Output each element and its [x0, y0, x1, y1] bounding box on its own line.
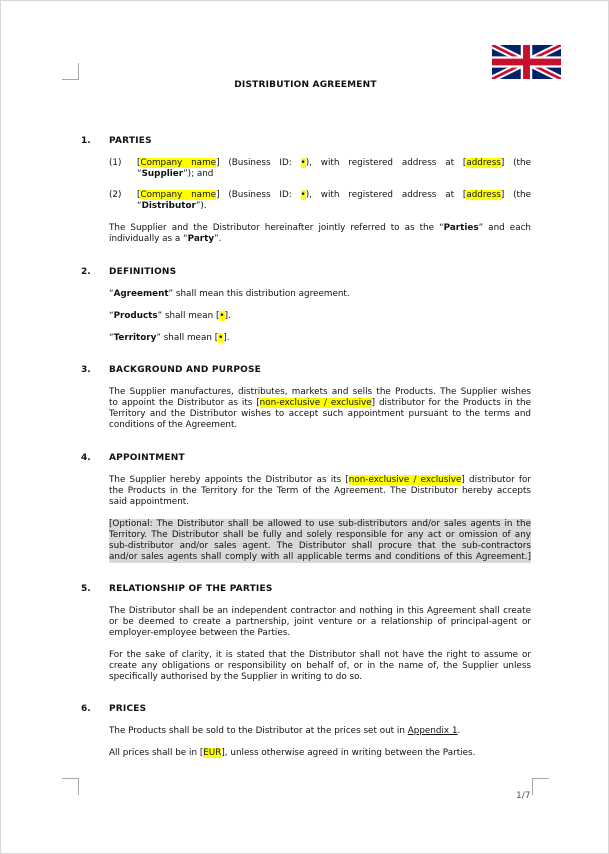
- appointment-line: said appointment.: [109, 497, 190, 507]
- section-number: 3.: [81, 365, 91, 375]
- section-number: 6.: [81, 704, 91, 714]
- section-heading: PRICES: [109, 704, 147, 714]
- party-2-line-2: “Distributor”).: [137, 201, 207, 211]
- corner-mark-bottom-left: [62, 778, 79, 795]
- section-number: 1.: [81, 136, 91, 146]
- party-1-line-2: “Supplier”); and: [137, 169, 214, 179]
- optional-clause-line: sub-distributor and/or sales agent. The Distributor shall procure that the sub-contractors: [109, 541, 531, 551]
- document-title: DISTRIBUTION AGREEMENT: [234, 80, 377, 90]
- relationship-line: employer-employee between the Parties.: [109, 628, 291, 638]
- section-number: 4.: [81, 453, 91, 463]
- section-number: 5.: [81, 584, 91, 594]
- relationship-line: For the sake of clarity, it is stated that the Distributor shall not have the right to assume or: [109, 650, 531, 660]
- optional-clause-line: [Optional: The Distributor shall be allowed to use sub-distributors and/or sales agents in the: [109, 519, 531, 529]
- party-2-line-1: [Company name] (Business ID: •), with registered address at [address] (the: [137, 190, 531, 200]
- party-1-line-1: [Company name] (Business ID: •), with registered address at [address] (the: [137, 158, 531, 168]
- optional-clause-line: Territory. The Distributor shall be fully and solely responsible for any act or omission of any: [109, 530, 531, 540]
- definition-territory: “Territory” shall mean [•].: [109, 333, 230, 343]
- appointment-line: The Supplier hereby appoints the Distributor as its [non-exclusive / exclusive] distributor for: [109, 475, 531, 485]
- definition-products: “Products” shall mean [•].: [109, 311, 231, 321]
- section-heading: APPOINTMENT: [109, 453, 185, 463]
- background-line: Territory and the Distributor wishes to accept such appointment pursuant to the terms and: [109, 409, 531, 419]
- parties-jointly-line-1: The Supplier and the Distributor hereinafter jointly referred to as the “Parties” and each: [109, 223, 531, 233]
- background-line: conditions of the Agreement.: [109, 420, 238, 430]
- definition-agreement: “Agreement” shall mean this distribution agreement.: [109, 289, 350, 299]
- appendix-link[interactable]: Appendix 1: [407, 726, 458, 736]
- prices-line: The Products shall be sold to the Distributor at the prices set out in Appendix 1.: [109, 726, 461, 736]
- appointment-line: the Products in the Territory for the Term of the Agreement. The Distributor hereby accepts: [109, 486, 531, 496]
- section-heading: BACKGROUND AND PURPOSE: [109, 365, 262, 375]
- section-heading: DEFINITIONS: [109, 267, 177, 277]
- background-line: to appoint the Distributor as its [non-exclusive / exclusive] distributor for the Products in the: [109, 398, 531, 408]
- page-indicator: 1/7: [516, 791, 531, 801]
- corner-mark-bottom-right: [532, 778, 549, 795]
- section-number: 2.: [81, 267, 91, 277]
- section-heading: RELATIONSHIP OF THE PARTIES: [109, 584, 273, 594]
- section-heading: PARTIES: [109, 136, 152, 146]
- parties-jointly-line-2: individually as a “Party”.: [109, 234, 222, 244]
- corner-mark-top-left: [62, 63, 79, 80]
- relationship-line: create any obligations or responsibility on behalf of, or in the name of, the Supplier unless: [109, 661, 531, 671]
- relationship-line: The Distributor shall be an independent contractor and nothing in this Agreement shall create: [109, 606, 531, 616]
- prices-line: All prices shall be in [EUR], unless otherwise agreed in writing between the Parties.: [109, 748, 476, 758]
- optional-clause-line: and/or sales agents shall comply with all applicable terms and conditions of this Agreement.]: [109, 552, 531, 562]
- party-number: (1): [109, 158, 122, 168]
- uk-flag-icon: [492, 45, 561, 79]
- relationship-line: or be deemed to create a partnership, joint venture or a relationship of principal-agent or: [109, 617, 531, 627]
- relationship-line: specifically authorised by the Supplier in writing to do so.: [109, 672, 363, 682]
- background-line: The Supplier manufactures, distributes, markets and sells the Products. The Supplier wishes: [109, 387, 531, 397]
- party-number: (2): [109, 190, 122, 200]
